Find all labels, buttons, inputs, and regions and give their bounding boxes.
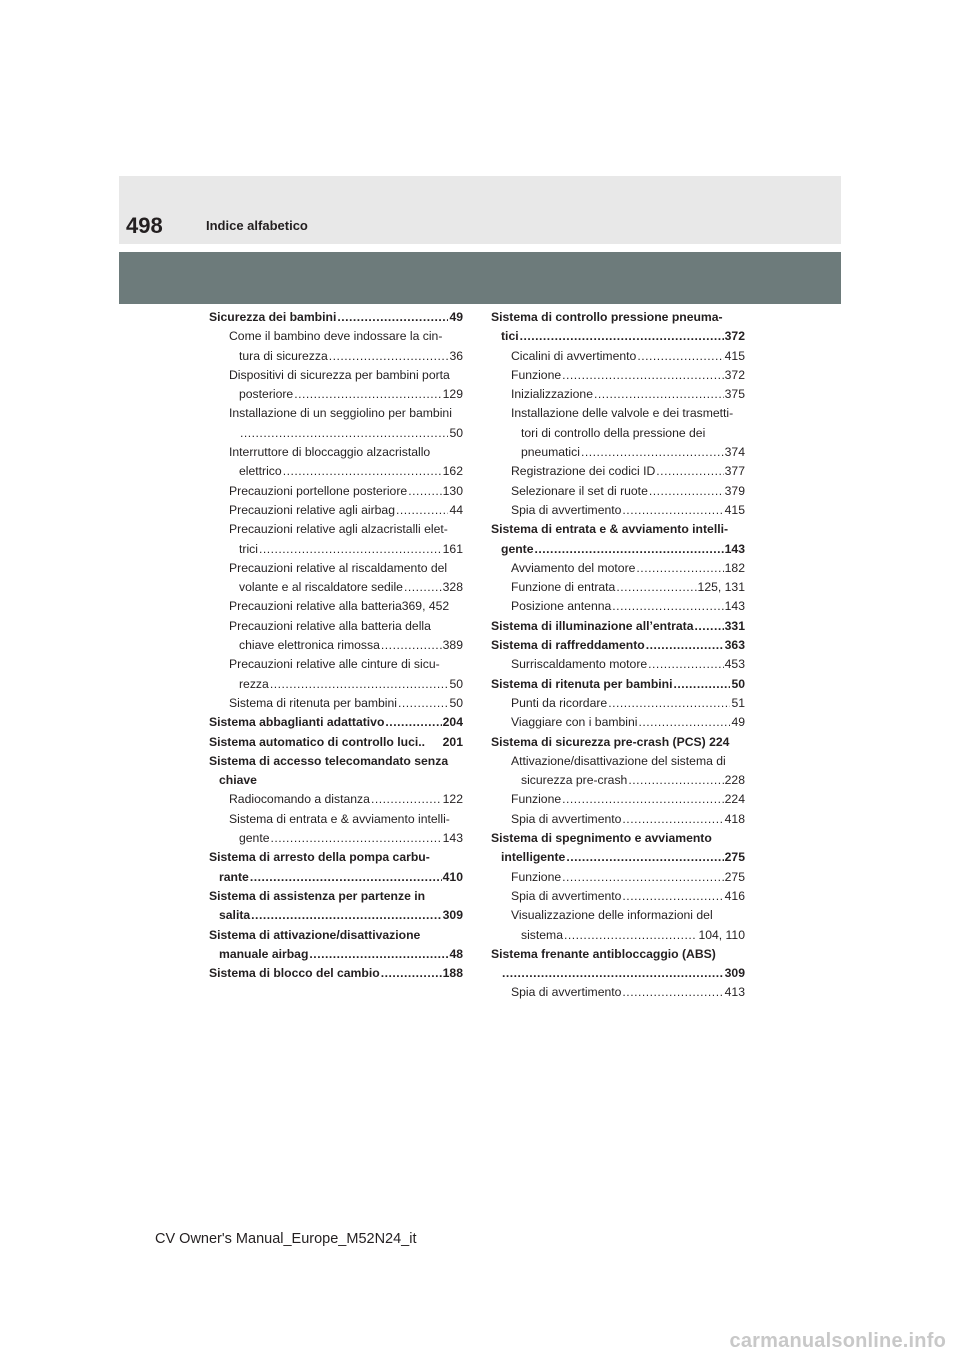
index-line [511, 906, 745, 925]
index-subentry [209, 366, 463, 405]
dot-leader [638, 713, 730, 732]
dot-leader [381, 636, 442, 655]
index-line [229, 790, 463, 809]
index-line [511, 771, 745, 790]
header-band [119, 252, 841, 304]
index-entry [209, 964, 463, 983]
page-ref: 50 [449, 676, 463, 691]
dot-leader [309, 945, 448, 964]
page-ref: 188 [442, 966, 463, 981]
index-subentry [491, 906, 745, 945]
index-term: Spia di avvertimento [511, 502, 622, 517]
dot-leader [259, 540, 442, 559]
index-line [491, 829, 745, 848]
index-term: Sistema di attivazione/disattivazione [209, 927, 421, 942]
index-subentry [209, 597, 463, 616]
index-term: Sistema di ritenuta per bambini [491, 676, 673, 691]
index-line [511, 578, 745, 597]
index-term: Cicalini di avvertimento [511, 348, 637, 363]
index-term: rezza [239, 676, 269, 691]
page-ref: 389 [442, 638, 463, 653]
index-entry [491, 675, 745, 694]
index-term: manuale airbag [219, 946, 309, 961]
index-term: Funzione [511, 792, 562, 807]
index-term: Precauzioni relative agli alzacristalli elet- [229, 522, 448, 537]
index-term: Registrazione dei codici ID [511, 464, 656, 479]
index-line [511, 501, 745, 520]
index-subentry [209, 617, 463, 656]
dot-leader [535, 540, 724, 559]
index-line [491, 636, 745, 655]
page-ref: 51 [731, 695, 745, 710]
index-subentry [491, 347, 745, 366]
index-subentry [209, 790, 463, 809]
index-line [229, 540, 463, 559]
index-subentry [491, 385, 745, 404]
index-term: sicurezza pre-crash [521, 773, 628, 788]
page-ref: 413 [724, 985, 745, 1000]
index-line [229, 385, 463, 404]
dot-leader [612, 597, 723, 616]
index-term: tici [501, 329, 519, 344]
index-subentry [209, 404, 463, 443]
index-line [511, 752, 745, 771]
dot-leader [381, 964, 442, 983]
dot-leader [674, 675, 731, 694]
index-subentry [491, 482, 745, 501]
watermark: carmanualsonline.info [729, 1330, 946, 1352]
page-ref: 418 [724, 811, 745, 826]
index-subentry [209, 443, 463, 482]
index-term: Sistema di illuminazione all’entrata [491, 618, 694, 633]
index-line [511, 694, 745, 713]
index-term: Attivazione/disattivazione del sistema di [511, 753, 726, 768]
index-line [209, 308, 463, 327]
index-line [209, 906, 463, 925]
index-subentry [209, 327, 463, 366]
index-line [511, 810, 745, 829]
index-term: Spia di avvertimento [511, 811, 622, 826]
dot-leader [656, 462, 723, 481]
index-term: Precauzioni relative alle cinture di sicu- [229, 657, 440, 672]
dot-leader [637, 347, 723, 366]
dot-leader [283, 462, 442, 481]
index-term: elettrico [239, 464, 282, 479]
index-subentry [491, 983, 745, 1002]
index-line [229, 636, 463, 655]
index-term: posteriore [239, 387, 294, 402]
dot-leader [622, 887, 723, 906]
index-line [511, 385, 745, 404]
page-ref: 275 [724, 869, 745, 884]
footer-manual-id: CV Owner's Manual_Europe_M52N24_it [155, 1231, 417, 1247]
page-ref: 453 [724, 657, 745, 672]
index-term: Installazione di un seggiolino per bambini [229, 406, 452, 421]
index-term: Inizializzazione [511, 387, 593, 402]
page-ref: 415 [724, 502, 745, 517]
index-line [209, 926, 463, 945]
index-term: pneumatici [521, 445, 580, 460]
page-ref: 104, 110 [698, 927, 745, 942]
index-term: Sistema di raffreddamento [491, 638, 645, 653]
index-term: salita [219, 908, 251, 923]
index-line [511, 790, 745, 809]
index-line [511, 404, 745, 423]
index-term: Precauzioni relative al riscaldamento del [229, 560, 448, 575]
index-subentry [491, 578, 745, 597]
index-line [511, 559, 745, 578]
index-line [229, 578, 463, 597]
index-term: tori di controllo della pressione dei [521, 425, 706, 440]
dot-leader [271, 829, 442, 848]
index-term: tura di sicurezza [239, 348, 328, 363]
dot-leader [581, 443, 724, 462]
index-subentry [491, 868, 745, 887]
dot-leader [270, 675, 449, 694]
index-term: rante [219, 869, 249, 884]
index-entry [491, 520, 745, 559]
index-term: Sistema di sicurezza pre-crash (PCS) 224 [491, 734, 730, 749]
index-subentry [491, 655, 745, 674]
index-line [491, 617, 745, 636]
index-subentry [209, 810, 463, 849]
page-ref: 49 [449, 310, 463, 324]
index-term: volante e al riscaldatore sedile [239, 580, 403, 595]
dot-leader [251, 906, 441, 925]
page-ref: 372 [724, 367, 745, 382]
index-line [209, 868, 463, 887]
page-ref: 410 [442, 869, 463, 884]
dot-leader [564, 926, 697, 945]
index-line [229, 424, 463, 443]
index-line [209, 733, 463, 752]
page-ref: 331 [724, 618, 745, 633]
page-ref: 201 [442, 734, 463, 749]
index-line [229, 617, 463, 636]
index-subentry [209, 655, 463, 694]
index-line [511, 443, 745, 462]
index-subentry [209, 482, 463, 501]
index-line [229, 501, 463, 520]
page-ref: 204 [442, 715, 463, 730]
dot-leader [240, 424, 448, 443]
index-term: sistema [521, 927, 563, 942]
page-ref: 415 [724, 348, 745, 363]
dot-leader [566, 848, 723, 867]
index-line [229, 597, 463, 616]
index-subentry [491, 404, 745, 462]
index-line [229, 655, 463, 674]
section-title: Indice alfabetico [206, 218, 308, 233]
index-term: Funzione [511, 869, 562, 884]
page-ref: 143 [442, 831, 463, 846]
index-subentry [209, 501, 463, 520]
index-entry [209, 308, 463, 327]
index-line [511, 462, 745, 481]
dot-leader [502, 964, 724, 983]
index-line [229, 694, 463, 713]
index-term: Funzione di entrata [511, 580, 616, 595]
index-entry [209, 733, 463, 752]
dot-leader [646, 636, 724, 655]
index-entry [209, 848, 463, 887]
index-line [229, 327, 463, 346]
page-ref: 379 [724, 483, 745, 498]
index-term: intelligente [501, 850, 566, 865]
index-entry [491, 945, 745, 984]
page-ref: 49 [731, 715, 745, 730]
page-ref: 129 [442, 387, 463, 402]
index-term: Sistema di assistenza per partenze in [209, 888, 426, 903]
page-ref: 143 [724, 599, 745, 614]
index-entry [209, 752, 463, 791]
index-line [511, 482, 745, 501]
index-line [209, 771, 463, 790]
page-ref: 48 [449, 946, 463, 961]
dot-leader [562, 868, 724, 887]
page-ref: 228 [724, 773, 745, 788]
index-term: Come il bambino deve indossare la cin- [229, 329, 443, 344]
dot-leader [371, 790, 442, 809]
index-line [229, 559, 463, 578]
index-term: Surriscaldamento motore [511, 657, 648, 672]
index-line [491, 733, 745, 752]
page-ref: 143 [724, 541, 745, 556]
dot-leader [250, 868, 442, 887]
index-subentry [209, 520, 463, 559]
index-line [511, 347, 745, 366]
index-line [209, 887, 463, 906]
dot-leader [562, 366, 724, 385]
index-line [491, 308, 745, 327]
page-ref: 44 [449, 502, 463, 517]
index-subentry [491, 501, 745, 520]
index-line [491, 964, 745, 983]
index-line [209, 752, 463, 771]
index-term: gente [239, 831, 270, 846]
index-term: Precauzioni relative alla batteria369, 452 [229, 599, 450, 614]
index-subentry [209, 559, 463, 598]
index-term: gente [501, 541, 534, 556]
dot-leader [385, 713, 441, 732]
index-subentry [491, 366, 745, 385]
index-term: Interruttore di bloccaggio alzacristallo [229, 445, 431, 460]
page-ref: 182 [724, 560, 745, 575]
page-ref: 372 [724, 329, 745, 344]
index-term: Sistema frenante antibloccaggio (ABS) [491, 946, 716, 961]
index-term: Punti da ricordare [511, 695, 608, 710]
index-term: Avviamento del motore [511, 560, 636, 575]
index-line [209, 964, 463, 983]
index-subentry [491, 790, 745, 809]
page-ref: 122 [442, 792, 463, 807]
index-line [491, 540, 745, 559]
dot-leader [408, 482, 441, 501]
index-entry [491, 636, 745, 655]
index-term: Sistema di arresto della pompa carbu- [209, 850, 430, 865]
dot-leader [648, 655, 724, 674]
dot-leader [294, 385, 441, 404]
page-ref: 161 [442, 541, 463, 556]
index-subentry [491, 810, 745, 829]
index-line [229, 675, 463, 694]
index-subentry [491, 713, 745, 732]
index-line [511, 655, 745, 674]
index-line [491, 327, 745, 346]
index-term: trici [239, 541, 258, 556]
index-line [209, 848, 463, 867]
index-line [491, 848, 745, 867]
index-term: Funzione [511, 367, 562, 382]
index-term: Sistema di entrata e & avviamento intelli- [229, 811, 450, 826]
index-line [229, 404, 463, 423]
index-line [511, 424, 745, 443]
page-ref: 328 [442, 580, 463, 595]
index-line [229, 810, 463, 829]
page-ref: 125, 131 [697, 580, 745, 595]
index-term: Precauzioni portellone posteriore [229, 483, 408, 498]
index-subentry [491, 887, 745, 906]
index-column-left [209, 308, 463, 983]
index-entry [491, 617, 745, 636]
index-subentry [491, 462, 745, 481]
index-term: Sistema di blocco del cambio [209, 966, 380, 981]
page-ref: 363 [724, 638, 745, 653]
index-term: Sicurezza dei bambini [209, 310, 337, 324]
index-line [229, 482, 463, 501]
dot-leader [622, 501, 723, 520]
index-entry [209, 926, 463, 965]
index-line [229, 520, 463, 539]
index-term: Sistema di ritenuta per bambini [229, 695, 398, 710]
index-term: Dispositivi di sicurezza per bambini porta [229, 367, 450, 382]
page-ref: 50 [449, 695, 463, 710]
index-term: Selezionare il set di ruote [511, 483, 648, 498]
dot-leader [649, 482, 724, 501]
index-term: Visualizzazione delle informazioni del [511, 908, 713, 923]
index-line [491, 945, 745, 964]
index-term: Sistema di entrata e & avviamento intelli- [491, 522, 729, 537]
index-term: Spia di avvertimento [511, 985, 622, 1000]
page-ref: 309 [724, 966, 745, 981]
index-term: Spia di avvertimento [511, 888, 622, 903]
index-term: chiave elettronica rimossa [239, 638, 380, 653]
index-subentry [491, 694, 745, 713]
page-ref: 275 [724, 850, 745, 865]
index-subentry [491, 559, 745, 578]
page-ref: 377 [724, 464, 745, 479]
index-line [511, 366, 745, 385]
dot-leader [622, 983, 723, 1002]
dot-leader [404, 578, 442, 597]
index-subentry [491, 752, 745, 791]
index-line [511, 983, 745, 1002]
index-entry [491, 733, 745, 752]
index-term: Precauzioni relative alla batteria della [229, 618, 431, 633]
dot-leader [608, 694, 730, 713]
page-ref: 374 [724, 445, 745, 460]
index-line [491, 520, 745, 539]
dot-leader [594, 385, 724, 404]
dot-leader [636, 559, 723, 578]
index-line [511, 887, 745, 906]
index-line [229, 462, 463, 481]
index-column-right [491, 308, 745, 1003]
index-entry [491, 829, 745, 868]
dot-leader [622, 810, 723, 829]
page-number: 498 [126, 213, 163, 238]
page-ref: 309 [442, 908, 463, 923]
page-ref: 375 [724, 387, 745, 402]
index-term: Sistema abbaglianti adattativo [209, 715, 385, 730]
dot-leader [329, 347, 449, 366]
index-entry [209, 887, 463, 926]
dot-leader [616, 578, 696, 597]
index-entry [209, 713, 463, 732]
dot-leader [562, 790, 724, 809]
index-line [511, 713, 745, 732]
index-term: Viaggiare con i bambini [511, 715, 638, 730]
page-ref: 36 [449, 348, 463, 363]
page-ref: 416 [724, 888, 745, 903]
index-line [209, 713, 463, 732]
index-term: Sistema di controllo pressione pneuma- [491, 310, 723, 324]
index-line [511, 597, 745, 616]
index-term: Precauzioni relative agli airbag [229, 502, 395, 517]
index-term: Sistema di spegnimento e avviamento [491, 831, 712, 846]
dot-leader [337, 308, 448, 327]
index-line [229, 829, 463, 848]
index-subentry [209, 694, 463, 713]
index-term: Radiocomando a distanza [229, 792, 370, 807]
page-ref: 162 [442, 464, 463, 479]
index-term: Installazione delle valvole e dei trasmetti- [511, 406, 734, 421]
index-term: chiave [219, 773, 257, 788]
index-subentry [491, 597, 745, 616]
dot-leader [695, 617, 724, 636]
index-term: Posizione antenna [511, 599, 612, 614]
index-line [229, 347, 463, 366]
dot-leader [396, 501, 448, 520]
index-line [209, 945, 463, 964]
index-line [511, 926, 745, 945]
index-entry [491, 308, 745, 347]
index-line [229, 366, 463, 385]
index-term: Sistema automatico di controllo luci.. [209, 734, 426, 749]
index-term: Sistema di accesso telecomandato senza [209, 753, 449, 768]
index-line [511, 868, 745, 887]
dot-leader [628, 771, 723, 790]
page-ref: 50 [731, 676, 745, 691]
page-ref: 130 [442, 483, 463, 498]
page-ref: 50 [449, 425, 463, 440]
dot-leader [520, 327, 724, 346]
dot-leader [398, 694, 448, 713]
index-line [491, 675, 745, 694]
index-line [229, 443, 463, 462]
page-ref: 224 [724, 792, 745, 807]
